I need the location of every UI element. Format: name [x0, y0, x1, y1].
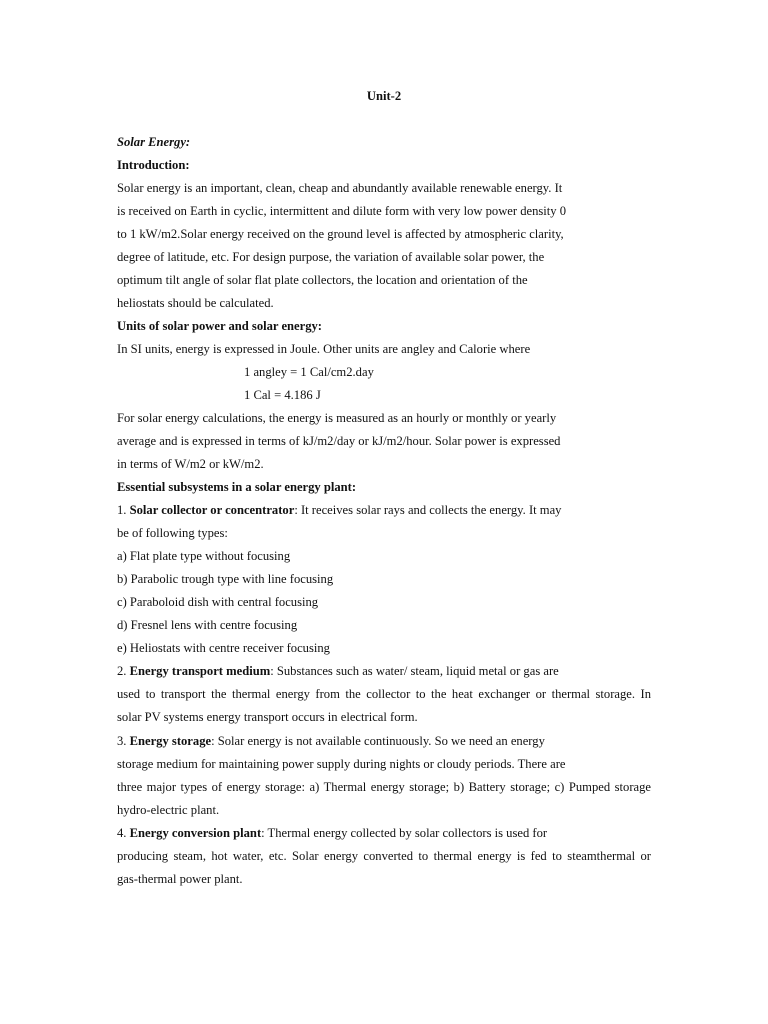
calc-line: For solar energy calculations, the energy is measured as an hourly or monthly or yearly [117, 411, 557, 425]
type-item: e) Heliostats with centre receiver focusing [117, 641, 330, 655]
item-number: 3. [117, 734, 130, 748]
item-text: : Solar energy is not available continuously. So we need an energy [211, 734, 545, 748]
type-item: d) Fresnel lens with centre focusing [117, 618, 298, 632]
item-text: : Substances such as water/ steam, liquid metal or gas are [270, 664, 559, 678]
item-text: : It receives solar rays and collects the energy. It may [294, 503, 562, 517]
intro-line: to 1 kW/m2.Solar energy received on the ground level is affected by atmospheric clarity, [117, 227, 564, 241]
item-term: Energy transport medium [129, 664, 271, 678]
item-term: Solar collector or concentrator [129, 503, 295, 517]
item-number: 2. [117, 664, 130, 678]
type-item: a) Flat plate type without focusing [117, 549, 291, 563]
type-item: b) Parabolic trough type with line focusing [117, 572, 334, 586]
intro-line: is received on Earth in cyclic, intermittent and dilute form with very low power density 0 [117, 204, 567, 218]
item-text: : Thermal energy collected by solar collectors is used for [261, 826, 548, 840]
calc-line: in terms of W/m2 or kW/m2. [117, 457, 264, 471]
item-collector [117, 502, 561, 518]
intro-line: heliostats should be calculated. [117, 296, 274, 310]
item-conversion [117, 825, 547, 841]
section-heading: Solar Energy: [117, 135, 191, 149]
item-storage-cont: storage medium for maintaining power supply during nights or cloudy periods. There are [117, 757, 566, 771]
item-collector-cont: be of following types: [117, 526, 228, 540]
equation-angley: 1 angley = 1 Cal/cm2.day [244, 365, 374, 379]
item-transport [117, 663, 559, 679]
item-transport-cont: used to transport the thermal energy from the collector to the heat exchanger or thermal storage. In [117, 687, 651, 701]
intro-line: Solar energy is an important, clean, cheap and abundantly available renewable energy. It [117, 181, 563, 195]
item-storage-cont: three major types of energy storage: a) Thermal energy storage; b) Battery storage; c) Pumped storage [117, 780, 651, 794]
subsystems-heading: Essential subsystems in a solar energy plant: [117, 480, 357, 494]
item-number: 1. [117, 503, 130, 517]
item-term: Energy conversion plant [129, 826, 262, 840]
units-line: In SI units, energy is expressed in Joule. Other units are angley and Calorie where [117, 342, 531, 356]
item-term: Energy storage [129, 734, 212, 748]
type-item: c) Paraboloid dish with central focusing [117, 595, 319, 609]
calc-line: average and is expressed in terms of kJ/m2/day or kJ/m2/hour. Solar power is expressed [117, 434, 561, 448]
intro-line: optimum tilt angle of solar flat plate collectors, the location and orientation of the [117, 273, 528, 287]
item-transport-cont: solar PV systems energy transport occurs in electrical form. [117, 710, 418, 724]
page-title: Unit-2 [366, 89, 402, 103]
intro-line: degree of latitude, etc. For design purpose, the variation of available solar power, the [117, 250, 545, 264]
item-storage-cont: hydro-electric plant. [117, 803, 220, 817]
item-conversion-cont: producing steam, hot water, etc. Solar energy converted to thermal energy is fed to steamthermal or [117, 849, 651, 863]
units-heading: Units of solar power and solar energy: [117, 319, 322, 333]
equation-cal: 1 Cal = 4.186 J [244, 388, 321, 402]
item-number: 4. [117, 826, 130, 840]
intro-heading: Introduction: [117, 158, 190, 172]
item-conversion-cont: gas-thermal power plant. [117, 872, 243, 886]
item-storage [117, 733, 545, 749]
